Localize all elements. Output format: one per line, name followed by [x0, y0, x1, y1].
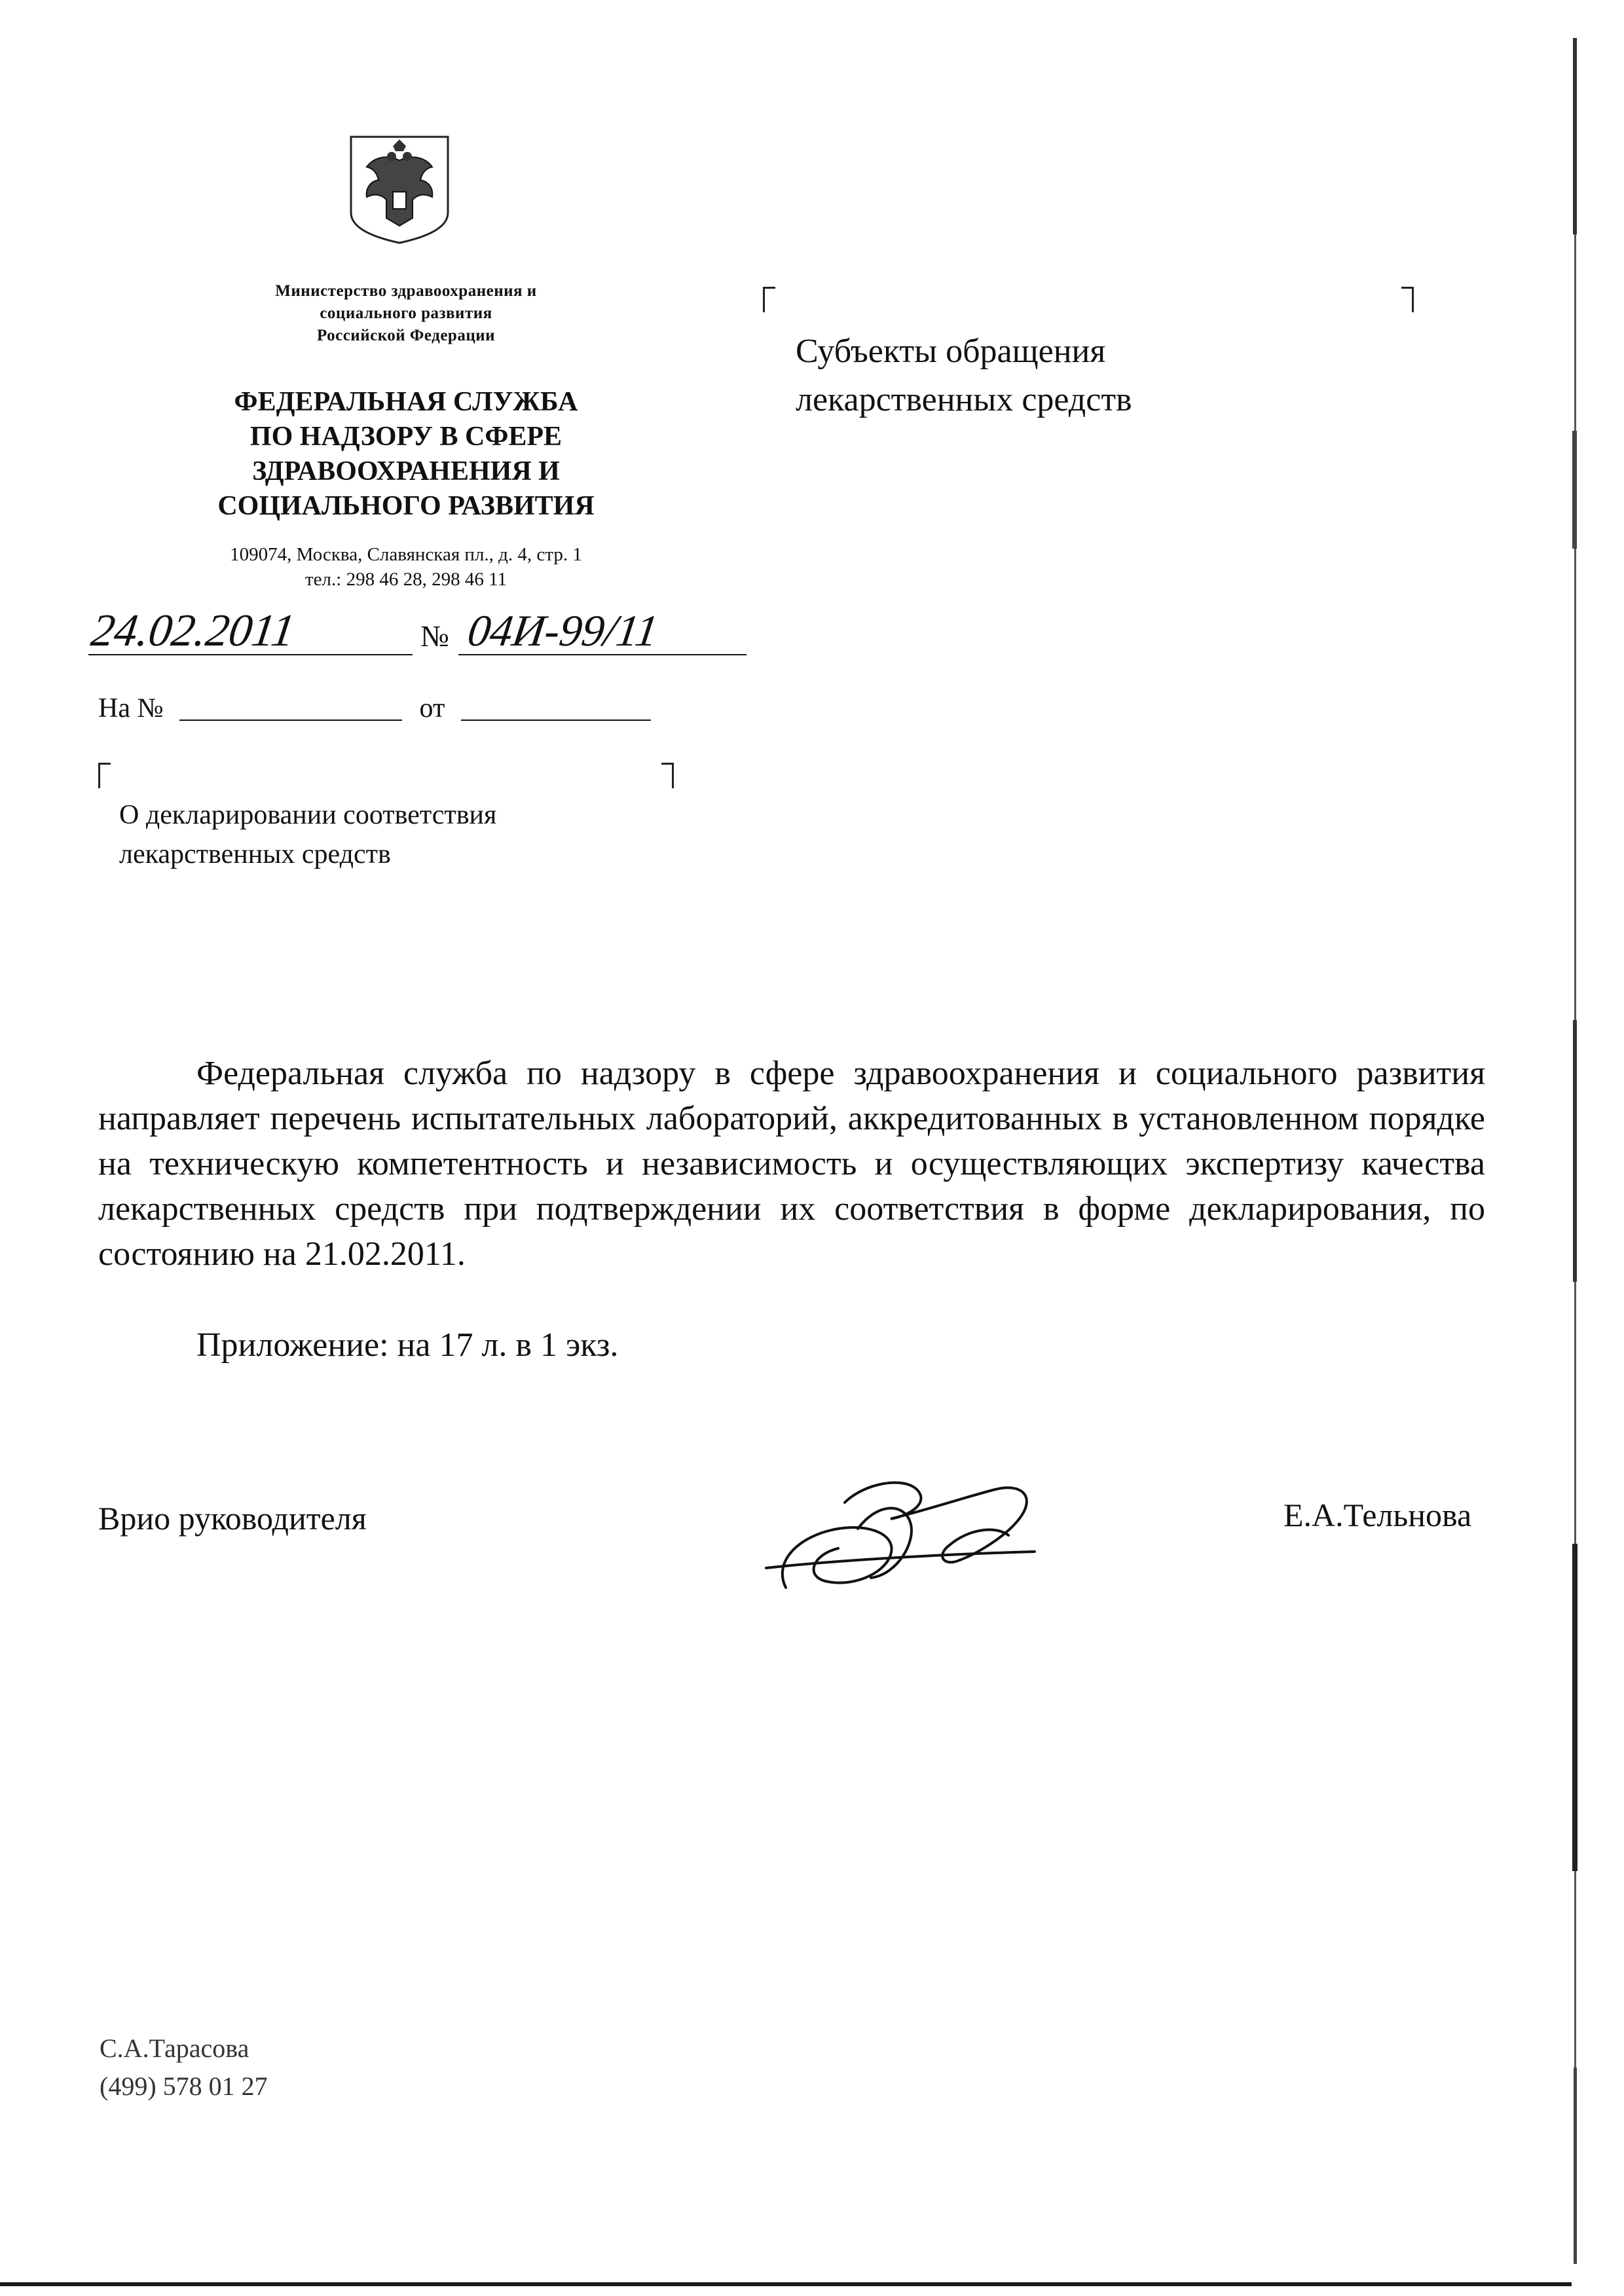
reply-date-field [461, 720, 651, 721]
addressee [796, 327, 1320, 424]
letter-subject [119, 795, 643, 874]
number-label: № [420, 619, 449, 653]
registration-date-text: 24.02.2011 [88, 608, 299, 656]
corner-mark [661, 763, 674, 788]
executor-phone: (499) 578 01 27 [100, 2071, 268, 2101]
handwritten-signature [760, 1463, 1048, 1601]
executor-name: С.А.Тарасова [100, 2033, 249, 2063]
subject-line: О декларировании соответствия [119, 800, 497, 830]
reply-number-field [179, 720, 402, 721]
agency-line: СОЦИАЛЬНОГО РАЗВИТИЯ [217, 491, 595, 521]
agency-line: ФЕДЕРАЛЬНАЯ СЛУЖБА [234, 387, 578, 417]
reply-to-label: На № [98, 693, 164, 723]
addressee-line: лекарственных средств [796, 381, 1132, 418]
appendix-note: Приложение: на 17 л. в 1 экз. [196, 1326, 619, 1364]
corner-mark [763, 287, 775, 312]
letter-body: Федеральная служба по надзору в сфере здравоохранения и социального развития направляет перечень испытательных лабораторий, аккредитованных в установленном порядке на техническую компетентность и независимость и осуществляющих экспертизу качества лекарственных средств при подтверждении их соответствия в форме декларирования, по состоянию на 21.02.2011. [98, 1055, 1485, 1273]
ministry-line: социального развития [320, 304, 492, 322]
agency-line: ПО НАДЗОРУ В СФЕРЕ [249, 422, 563, 452]
signer-name: Е.А.Тельнова [1283, 1497, 1472, 1533]
agency-address [164, 542, 648, 592]
ministry-name [196, 280, 616, 347]
scan-edge-artifact [1570, 38, 1579, 2264]
signer-title: Врио руководителя [98, 1500, 367, 1537]
addressee-line: Субъекты обращения [796, 333, 1106, 370]
agency-name [154, 385, 658, 524]
corner-mark [98, 763, 111, 788]
phone-line: тел.: 298 46 28, 298 46 11 [305, 569, 507, 590]
scan-bottom-edge [0, 2282, 1572, 2286]
ministry-line: Министерство здравоохранения и [275, 282, 537, 300]
registration-number-text: 04И-99/11 [464, 608, 661, 655]
coat-of-arms-icon [347, 134, 452, 246]
registration-number [458, 608, 747, 660]
address-line: 109074, Москва, Славянская пл., д. 4, стр. 1 [230, 544, 582, 565]
ministry-line: Российской Федерации [316, 327, 496, 344]
reply-reference [98, 693, 651, 724]
executor-info [100, 2030, 268, 2105]
corner-mark [1401, 287, 1414, 312]
subject-line: лекарственных средств [119, 839, 391, 869]
agency-line: ЗДРАВООХРАНЕНИЯ И [252, 456, 560, 486]
registration-date [88, 608, 416, 660]
from-label: от [419, 693, 445, 723]
